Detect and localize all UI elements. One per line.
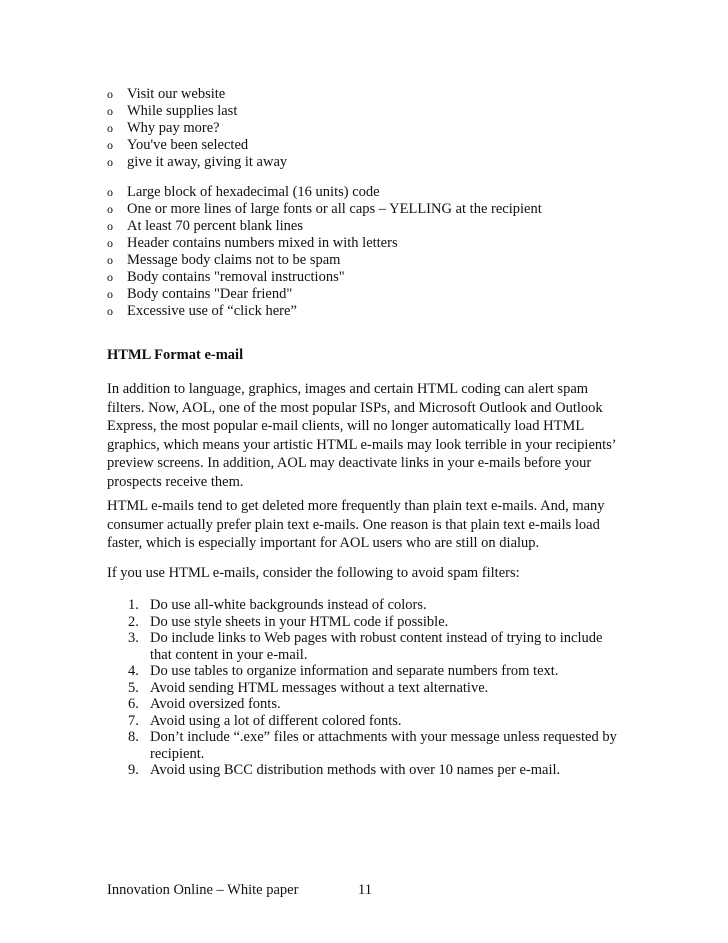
paragraph-line: In addition to language, graphics, images and certain HTML coding can alert spam	[107, 381, 589, 397]
list-item-text: Body contains "removal instructions"	[127, 269, 345, 285]
list-item	[107, 201, 667, 218]
list-number: 9.	[128, 762, 139, 778]
bullet-marker: o	[107, 202, 113, 216]
bullet-marker: o	[107, 121, 113, 135]
paragraph-line: faster, which is especially important for AOL users who are still on dialup.	[107, 535, 540, 551]
list-item	[107, 252, 667, 269]
paragraph-line: prospects receive them.	[107, 473, 244, 490]
list-number: 6.	[128, 696, 139, 712]
list-item-text: Body contains "Dear friend"	[127, 286, 293, 302]
list-number: 5.	[128, 679, 139, 696]
list-item	[107, 614, 627, 631]
paragraph-line: HTML e-mails tend to get deleted more frequently than plain text e-mails. And, many	[107, 498, 605, 514]
bullet-marker: o	[107, 138, 113, 152]
list-item-text: give it away, giving it away	[127, 154, 288, 170]
list-item-text: Avoid oversized fonts.	[150, 696, 281, 712]
list-item	[107, 713, 627, 730]
list-number: 3.	[128, 630, 139, 646]
paragraph-line: Express, the most popular e-mail clients, will no longer automatically load HTML	[107, 418, 585, 434]
list-item	[107, 762, 627, 779]
bullet-marker: o	[107, 287, 113, 301]
list-item-text: Message body claims not to be spam	[127, 252, 341, 268]
bullet-marker: o	[107, 236, 113, 250]
list-item	[107, 286, 667, 303]
list-number: 8.	[128, 729, 139, 745]
numbered-list-tips	[107, 597, 627, 779]
list-item-text: Avoid using a lot of different colored fonts.	[150, 712, 402, 729]
list-item-text: Excessive use of “click here”	[127, 303, 297, 319]
list-item-text: One or more lines of large fonts or all caps – YELLING at the recipient	[127, 201, 542, 217]
paragraph-line: If you use HTML e-mails, consider the following to avoid spam filters:	[107, 565, 520, 581]
paragraph-plain-text	[107, 497, 627, 553]
bullet-marker: o	[107, 87, 113, 101]
list-item	[107, 103, 667, 120]
bullet-marker: o	[107, 219, 113, 233]
list-item-text: While supplies last	[127, 103, 238, 119]
section-heading: HTML Format e-mail	[107, 347, 244, 363]
list-item	[107, 696, 627, 713]
list-item-text: Visit our website	[127, 86, 226, 102]
list-item-text: recipient.	[150, 745, 205, 762]
list-item	[107, 120, 667, 137]
list-item	[107, 184, 667, 201]
list-item-text: Do use style sheets in your HTML code if possible.	[150, 613, 449, 630]
paragraph-line: graphics, which means your artistic HTML e-mails may look terrible in your recipients’	[107, 436, 617, 453]
list-item-text: At least 70 percent blank lines	[127, 218, 303, 234]
list-item-text: Avoid sending HTML messages without a text alternative.	[150, 679, 489, 696]
paragraph-line: filters. Now, AOL, one of the most popular ISPs, and Microsoft Outlook and Outlook	[107, 399, 603, 416]
list-number: 2.	[128, 613, 139, 630]
bullet-marker: o	[107, 155, 113, 169]
page-number: 11	[358, 882, 372, 898]
list-item	[107, 663, 627, 680]
list-item	[107, 729, 627, 762]
bullet-marker: o	[107, 104, 113, 118]
list-item	[107, 137, 667, 154]
bullet-marker: o	[107, 185, 113, 199]
list-item	[107, 154, 667, 171]
footer-title: Innovation Online – White paper	[107, 882, 299, 898]
list-item-text: Large block of hexadecimal (16 units) code	[127, 184, 380, 200]
bullet-marker: o	[107, 270, 113, 284]
paragraph-line: preview screens. In addition, AOL may deactivate links in your e-mails before your	[107, 455, 592, 471]
list-item-text: that content in your e-mail.	[150, 646, 308, 663]
bullet-list-spam-traits	[107, 184, 667, 320]
list-item-text: Do use tables to organize information and separate numbers from text.	[150, 663, 559, 679]
list-item	[107, 235, 667, 252]
list-item	[107, 597, 627, 614]
list-item-text: Do use all-white backgrounds instead of colors.	[150, 597, 427, 613]
paragraph-html-format	[107, 380, 627, 491]
list-number: 7.	[128, 712, 139, 729]
list-item-text: Avoid using BCC distribution methods with over 10 names per e-mail.	[150, 762, 561, 778]
list-number: 1.	[128, 597, 139, 613]
list-item	[107, 303, 667, 320]
list-number: 4.	[128, 663, 139, 679]
bullet-marker: o	[107, 253, 113, 267]
list-item	[107, 218, 667, 235]
list-item-text: You've been selected	[127, 137, 249, 153]
list-item-text: Header contains numbers mixed in with letters	[127, 235, 398, 251]
list-item	[107, 680, 627, 697]
bullet-marker: o	[107, 304, 113, 318]
list-item-text: Why pay more?	[127, 120, 220, 136]
bullet-list-phrases	[107, 86, 667, 171]
paragraph-line: consumer actually prefer plain text e-mails. One reason is that plain text e-mails load	[107, 516, 600, 533]
list-item-text: Do include links to Web pages with robust content instead of trying to include	[150, 630, 603, 646]
list-item	[107, 86, 667, 103]
list-item	[107, 269, 667, 286]
list-item-text: Don’t include “.exe” files or attachments with your message unless requested by	[150, 729, 617, 745]
list-item	[107, 630, 627, 663]
paragraph-intro-list	[107, 564, 627, 583]
